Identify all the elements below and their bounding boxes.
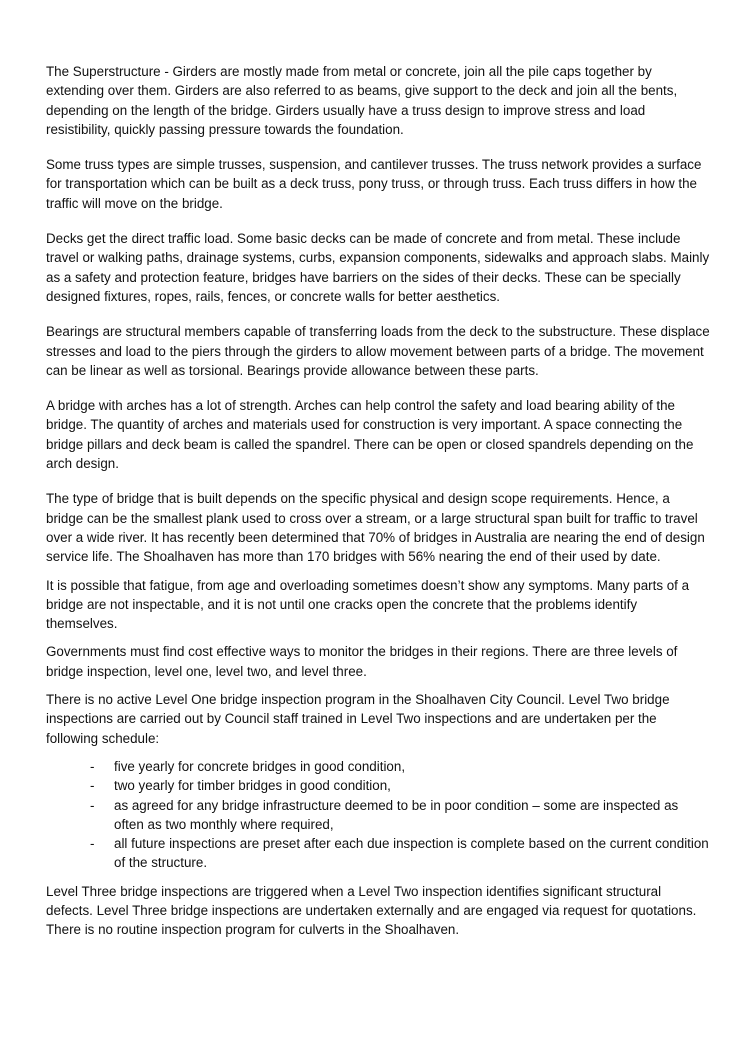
paragraph-bearings: Bearings are structural members capable of transferring loads from the deck to the substructure. These displace stresses and load to the piers through the girders to allow movement between parts of a bridge. The movement can be linear as well as torsional. Bearings provide allowance between these parts. <box>46 324 710 378</box>
paragraph-arches: A bridge with arches has a lot of strength. Arches can help control the safety and load bearing ability of the bridge. The quantity of arches and materials used for construction is very important. A space connecting the bridge pillars and deck beam is called the spandrel. There can be open or closed spandrels depending on the arch design. <box>46 398 694 472</box>
list-item <box>46 757 710 776</box>
document-page <box>46 62 710 940</box>
bullet-dash: - <box>90 836 95 852</box>
bullet-dash: - <box>90 778 95 794</box>
list-item-text: two yearly for timber bridges in good condition, <box>114 778 391 794</box>
paragraph-superstructure: The Superstructure - Girders are mostly made from metal or concrete, join all the pile caps together by extending over them. Girders are also referred to as beams, give support to the deck and join all the bents, depending on the length of the bridge. Girders usually have a truss design to improve stress and load resistibility, quickly passing pressure towards the foundation. <box>46 64 678 137</box>
list-item <box>46 834 710 873</box>
paragraph-level-two: There is no active Level One bridge inspection program in the Shoalhaven City Council. Level Two bridge inspections are carried out by Council staff trained in Level Two inspections and are undertaken per the following schedule: <box>46 692 670 746</box>
paragraph-decks: Decks get the direct traffic load. Some basic decks can be made of concrete and from metal. These include travel or walking paths, drainage systems, curbs, expansion components, sidewalks and approach slabs. Mainly as a safety and protection feature, bridges have barriers on the sides of their decks. These can be specially designed fixtures, ropes, rails, fences, or concrete walls for better aesthetics. <box>46 231 710 304</box>
list-item-text: all future inspections are preset after each due inspection is complete based on the current condition of the structure. <box>114 836 709 871</box>
bullet-dash: - <box>90 797 95 813</box>
list-item-text: five yearly for concrete bridges in good condition, <box>114 758 406 774</box>
inspection-schedule-list <box>46 757 710 873</box>
paragraph-governments: Governments must find cost effective ways to monitor the bridges in their regions. There are three levels of bridge inspection, level one, level two, and level three. <box>46 644 678 679</box>
paragraph-fatigue: It is possible that fatigue, from age and overloading sometimes doesn’t show any symptoms. Many parts of a bridge are not inspectable, and it is not until one cracks open the concrete that the problems identify themselves. <box>46 577 690 632</box>
paragraph-truss-types: Some truss types are simple trusses, suspension, and cantilever trusses. The truss network provides a surface for transportation which can be built as a deck truss, pony truss, or through truss. Each truss differs in how the traffic will move on the bridge. <box>46 157 702 211</box>
paragraph-bridge-types: The type of bridge that is built depends on the specific physical and design scope requirements. Hence, a bridge can be the smallest plank used to cross over a stream, or a large structural span built for traffic to travel over a wide river. It has recently been determined that 70% of bridges in Australia are nearing the end of design service life. The Shoalhaven has more than 170 bridges with 56% nearing the end of their used by date. <box>46 491 705 565</box>
list-item <box>46 776 710 795</box>
list-item-text: as agreed for any bridge infrastructure deemed to be in poor condition – some are inspected as often as two monthly where required, <box>114 797 679 832</box>
paragraph-level-three: Level Three bridge inspections are triggered when a Level Two inspection identifies significant structural defects. Level Three bridge inspections are undertaken externally and are engaged via request for quotations. There is no routine inspection program for culverts in the Shoalhaven. <box>46 883 697 938</box>
list-item <box>46 796 710 835</box>
bullet-dash: - <box>90 758 95 774</box>
